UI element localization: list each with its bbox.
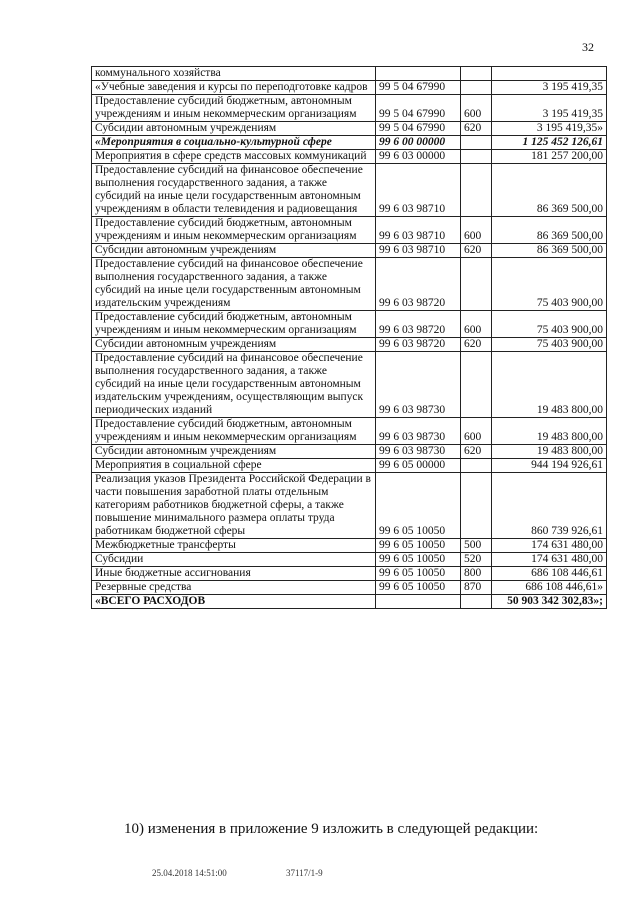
row-expense-type-cell [461, 595, 492, 609]
row-name-cell: Предоставление субсидий на финансовое обеспечение выполнения государственного задания, а также субсидий на иные цели государственным автономным издательским учреждениям [92, 258, 376, 311]
row-name-cell: «Мероприятия в социально-культурной сфере [92, 136, 376, 150]
row-name-cell: Предоставление субсидий бюджетным, автономным учреждениям и иным некоммерческим организациям [92, 217, 376, 244]
row-code-cell: 99 6 03 98710 [376, 217, 461, 244]
row-code-cell: 99 6 00 00000 [376, 136, 461, 150]
row-expense-type-cell: 870 [461, 581, 492, 595]
row-sum-cell: 1 125 452 126,61 [492, 136, 607, 150]
row-name-cell: Субсидии [92, 553, 376, 567]
row-code-cell: 99 6 03 98730 [376, 445, 461, 459]
row-code-cell [376, 67, 461, 81]
row-expense-type-cell [461, 150, 492, 164]
table-row [92, 81, 607, 95]
row-code-cell: 99 6 03 98720 [376, 311, 461, 338]
table-row [92, 95, 607, 122]
row-code-cell: 99 6 03 98720 [376, 258, 461, 311]
row-expense-type-cell: 520 [461, 553, 492, 567]
row-code-cell: 99 6 05 10050 [376, 539, 461, 553]
row-sum-cell: 19 483 800,00 [492, 418, 607, 445]
row-sum-cell: 75 403 900,00 [492, 258, 607, 311]
page-number: 32 [582, 40, 594, 54]
table-row [92, 217, 607, 244]
row-name-cell: Субсидии автономным учреждениям [92, 244, 376, 258]
table-row [92, 459, 607, 473]
row-expense-type-cell [461, 136, 492, 150]
row-sum-cell: 860 739 926,61 [492, 473, 607, 539]
row-sum-cell: 944 194 926,61 [492, 459, 607, 473]
budget-table [91, 66, 607, 609]
row-name-cell: Субсидии автономным учреждениям [92, 122, 376, 136]
row-name-cell: Межбюджетные трансферты [92, 539, 376, 553]
row-code-cell: 99 6 05 10050 [376, 473, 461, 539]
row-code-cell: 99 6 05 10050 [376, 567, 461, 581]
row-sum-cell: 3 195 419,35 [492, 95, 607, 122]
footer-timestamp: 25.04.2018 14:51:00 [152, 868, 227, 878]
row-code-cell: 99 6 05 10050 [376, 581, 461, 595]
table-row [92, 122, 607, 136]
row-expense-type-cell: 500 [461, 539, 492, 553]
row-expense-type-cell: 620 [461, 244, 492, 258]
row-sum-cell: 686 108 446,61 [492, 567, 607, 581]
row-sum-cell: 86 369 500,00 [492, 244, 607, 258]
row-name-cell: Реализация указов Президента Российской Федерации в части повышения заработной платы отдельным категориям работников бюджетной сферы, а также повышение минимального размера оплаты труда работникам бюджетной сферы [92, 473, 376, 539]
row-name-cell: «Учебные заведения и курсы по переподготовке кадров [92, 81, 376, 95]
row-name-cell: Иные бюджетные ассигнования [92, 567, 376, 581]
row-expense-type-cell [461, 352, 492, 418]
table-row [92, 338, 607, 352]
row-sum-cell: 686 108 446,61» [492, 581, 607, 595]
row-name-cell: Резервные средства [92, 581, 376, 595]
row-code-cell: 99 6 03 00000 [376, 150, 461, 164]
table-row [92, 595, 607, 609]
row-sum-cell: 75 403 900,00 [492, 311, 607, 338]
table-row [92, 311, 607, 338]
row-sum-cell: 75 403 900,00 [492, 338, 607, 352]
row-expense-type-cell [461, 81, 492, 95]
row-code-cell: 99 5 04 67990 [376, 95, 461, 122]
row-sum-cell: 174 631 480,00 [492, 553, 607, 567]
row-sum-cell: 174 631 480,00 [492, 539, 607, 553]
row-sum-cell: 19 483 800,00 [492, 445, 607, 459]
section-caption: 10) изменения в приложение 9 изложить в следующей редакции: [124, 821, 539, 837]
table-row [92, 352, 607, 418]
table-row [92, 164, 607, 217]
row-expense-type-cell [461, 459, 492, 473]
row-code-cell: 99 6 05 00000 [376, 459, 461, 473]
row-name-cell: Субсидии автономным учреждениям [92, 445, 376, 459]
table-row [92, 136, 607, 150]
row-code-cell: 99 6 03 98710 [376, 244, 461, 258]
row-expense-type-cell: 600 [461, 95, 492, 122]
row-expense-type-cell: 600 [461, 418, 492, 445]
row-sum-cell: 86 369 500,00 [492, 217, 607, 244]
row-sum-cell: 3 195 419,35 [492, 81, 607, 95]
row-name-cell: Предоставление субсидий бюджетным, автономным учреждениям и иным некоммерческим организациям [92, 418, 376, 445]
row-expense-type-cell: 620 [461, 338, 492, 352]
row-code-cell: 99 5 04 67990 [376, 122, 461, 136]
row-name-cell: Предоставление субсидий на финансовое обеспечение выполнения государственного задания, а также субсидий на иные цели государственным автономным издательским учреждениям, осуществляющим выпуск периодических изданий [92, 352, 376, 418]
table-row [92, 581, 607, 595]
table-row [92, 258, 607, 311]
row-sum-cell [492, 67, 607, 81]
row-expense-type-cell [461, 473, 492, 539]
row-expense-type-cell: 800 [461, 567, 492, 581]
row-code-cell: 99 6 03 98730 [376, 352, 461, 418]
table-row [92, 539, 607, 553]
table-row [92, 445, 607, 459]
row-sum-cell: 181 257 200,00 [492, 150, 607, 164]
table-row [92, 473, 607, 539]
row-name-cell: Предоставление субсидий бюджетным, автономным учреждениям и иным некоммерческим организациям [92, 311, 376, 338]
table-row [92, 567, 607, 581]
table-row [92, 244, 607, 258]
row-code-cell: 99 6 05 10050 [376, 553, 461, 567]
row-name-cell: коммунального хозяйства [92, 67, 376, 81]
row-expense-type-cell: 620 [461, 445, 492, 459]
row-code-cell [376, 595, 461, 609]
row-code-cell: 99 5 04 67990 [376, 81, 461, 95]
row-sum-cell: 19 483 800,00 [492, 352, 607, 418]
row-code-cell: 99 6 03 98710 [376, 164, 461, 217]
row-sum-cell: 86 369 500,00 [492, 164, 607, 217]
table-row [92, 150, 607, 164]
row-expense-type-cell: 620 [461, 122, 492, 136]
row-expense-type-cell: 600 [461, 311, 492, 338]
row-expense-type-cell [461, 164, 492, 217]
row-name-cell: Субсидии автономным учреждениям [92, 338, 376, 352]
row-sum-cell: 50 903 342 302,83»; [492, 595, 607, 609]
row-name-cell: Мероприятия в сфере средств массовых коммуникаций [92, 150, 376, 164]
row-name-cell: «ВСЕГО РАСХОДОВ [92, 595, 376, 609]
row-code-cell: 99 6 03 98730 [376, 418, 461, 445]
row-code-cell: 99 6 03 98720 [376, 338, 461, 352]
table-row [92, 418, 607, 445]
table-row [92, 67, 607, 81]
budget-table-body [92, 67, 607, 609]
footer-document-code: 37117/1-9 [286, 868, 323, 878]
row-name-cell: Предоставление субсидий на финансовое обеспечение выполнения государственного задания, а также субсидий на иные цели государственным автономным учреждениям в области телевидения и радиовещания [92, 164, 376, 217]
row-name-cell: Мероприятия в социальной сфере [92, 459, 376, 473]
table-row [92, 553, 607, 567]
row-expense-type-cell [461, 67, 492, 81]
row-sum-cell: 3 195 419,35» [492, 122, 607, 136]
row-expense-type-cell [461, 258, 492, 311]
row-name-cell: Предоставление субсидий бюджетным, автономным учреждениям и иным некоммерческим организациям [92, 95, 376, 122]
row-expense-type-cell: 600 [461, 217, 492, 244]
